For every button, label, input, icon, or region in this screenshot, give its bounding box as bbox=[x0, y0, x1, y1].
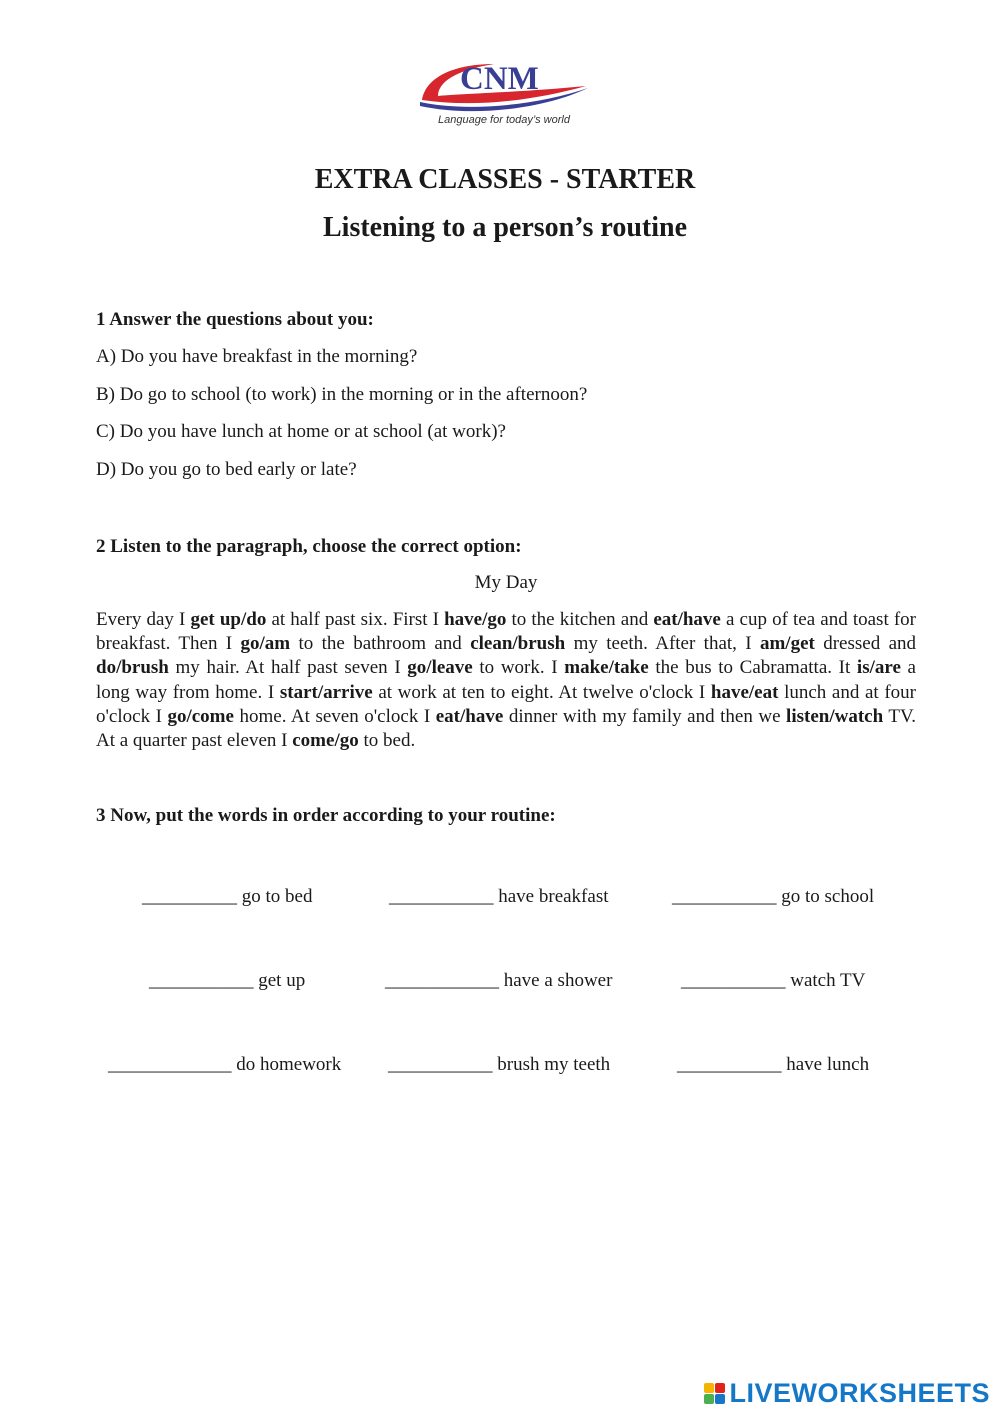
logo-text: CNM bbox=[460, 61, 539, 97]
paragraph-text: a cup of tea and toast for breakfast. Then I bbox=[96, 609, 916, 655]
page-title: EXTRA CLASSES - STARTER bbox=[314, 164, 696, 195]
paragraph-text: a long way from home. I bbox=[96, 657, 916, 703]
word-option[interactable]: get up/do bbox=[190, 609, 267, 630]
word-option[interactable]: do/brush bbox=[96, 657, 169, 679]
order-item-have-a-shower[interactable]: ____________ have a shower bbox=[385, 970, 613, 991]
order-item-watch-tv[interactable]: ___________ watch TV bbox=[681, 970, 866, 991]
word-option[interactable]: go/am bbox=[240, 633, 291, 655]
brand-text: LIVEWORKSHEETS bbox=[729, 1377, 990, 1408]
paragraph-text: to the kitchen and bbox=[506, 609, 654, 630]
word-option[interactable]: eat/have bbox=[435, 705, 504, 727]
paragraph-title: My Day bbox=[474, 572, 538, 593]
order-item-brush-my-teeth[interactable]: ___________ brush my teeth bbox=[388, 1054, 611, 1075]
logo-swoosh-icon bbox=[416, 56, 592, 116]
paragraph-text: at work at ten to eight. At twelve o'clock I bbox=[372, 681, 711, 703]
word-option[interactable]: eat/have bbox=[653, 609, 721, 630]
liveworksheets-logo-icon bbox=[704, 1383, 725, 1404]
paragraph-text: to bed. bbox=[358, 730, 416, 752]
paragraph-text: my teeth. After that, I bbox=[565, 633, 760, 655]
question-b: B) Do go to school (to work) in the morning or in the afternoon? bbox=[96, 384, 588, 405]
section-3-heading: 3 Now, put the words in order according to your routine: bbox=[96, 805, 556, 826]
word-option[interactable]: come/go bbox=[292, 730, 359, 752]
word-option[interactable]: am/get bbox=[759, 633, 815, 655]
page-subtitle: Listening to a person’s routine bbox=[322, 212, 688, 243]
order-item-have-breakfast[interactable]: ___________ have breakfast bbox=[389, 886, 609, 907]
word-option[interactable]: have/go bbox=[444, 609, 507, 630]
paragraph-text: TV. At a quarter past eleven I bbox=[96, 705, 916, 752]
order-item-do-homework[interactable]: _____________ do homework bbox=[108, 1054, 342, 1075]
word-option[interactable]: make/take bbox=[564, 657, 649, 679]
paragraph-text: to work. I bbox=[472, 657, 565, 679]
paragraph-text: dressed and bbox=[814, 633, 917, 655]
question-a: A) Do you have breakfast in the morning? bbox=[96, 346, 418, 367]
order-item-have-lunch[interactable]: ___________ have lunch bbox=[677, 1054, 870, 1075]
paragraph-text: Every day I bbox=[96, 609, 191, 630]
order-item-go-to-bed[interactable]: __________ go to bed bbox=[142, 886, 313, 907]
logo-tagline: Language for today’s world bbox=[438, 114, 570, 126]
word-option[interactable]: is/are bbox=[856, 657, 901, 679]
liveworksheets-brand bbox=[704, 1378, 990, 1408]
paragraph-text: to the bathroom and bbox=[290, 633, 471, 655]
word-option[interactable]: go/leave bbox=[407, 657, 473, 679]
paragraph-text: lunch and at four o'clock I bbox=[96, 681, 916, 727]
paragraph-text: my hair. At half past seven I bbox=[168, 657, 408, 679]
question-c: C) Do you have lunch at home or at school (at work)? bbox=[96, 421, 506, 442]
listening-paragraph bbox=[96, 608, 916, 753]
word-option[interactable]: start/arrive bbox=[279, 681, 373, 703]
section-2-heading: 2 Listen to the paragraph, choose the correct option: bbox=[96, 536, 522, 557]
question-d: D) Do you go to bed early or late? bbox=[96, 459, 357, 480]
section-1-heading: 1 Answer the questions about you: bbox=[96, 309, 374, 330]
word-option[interactable]: have/eat bbox=[710, 681, 779, 703]
word-option[interactable]: clean/brush bbox=[470, 633, 566, 655]
paragraph-text: at half past six. First I bbox=[266, 609, 445, 630]
word-option[interactable]: listen/watch bbox=[786, 705, 884, 727]
order-item-go-to-school[interactable]: ___________ go to school bbox=[672, 886, 875, 907]
paragraph-text: home. At seven o'clock I bbox=[233, 705, 436, 727]
paragraph-text: dinner with my family and then we bbox=[503, 705, 787, 727]
paragraph-text: the bus to Cabramatta. It bbox=[648, 657, 857, 679]
order-item-get-up[interactable]: ___________ get up bbox=[149, 970, 306, 991]
word-option[interactable]: go/come bbox=[167, 705, 234, 727]
